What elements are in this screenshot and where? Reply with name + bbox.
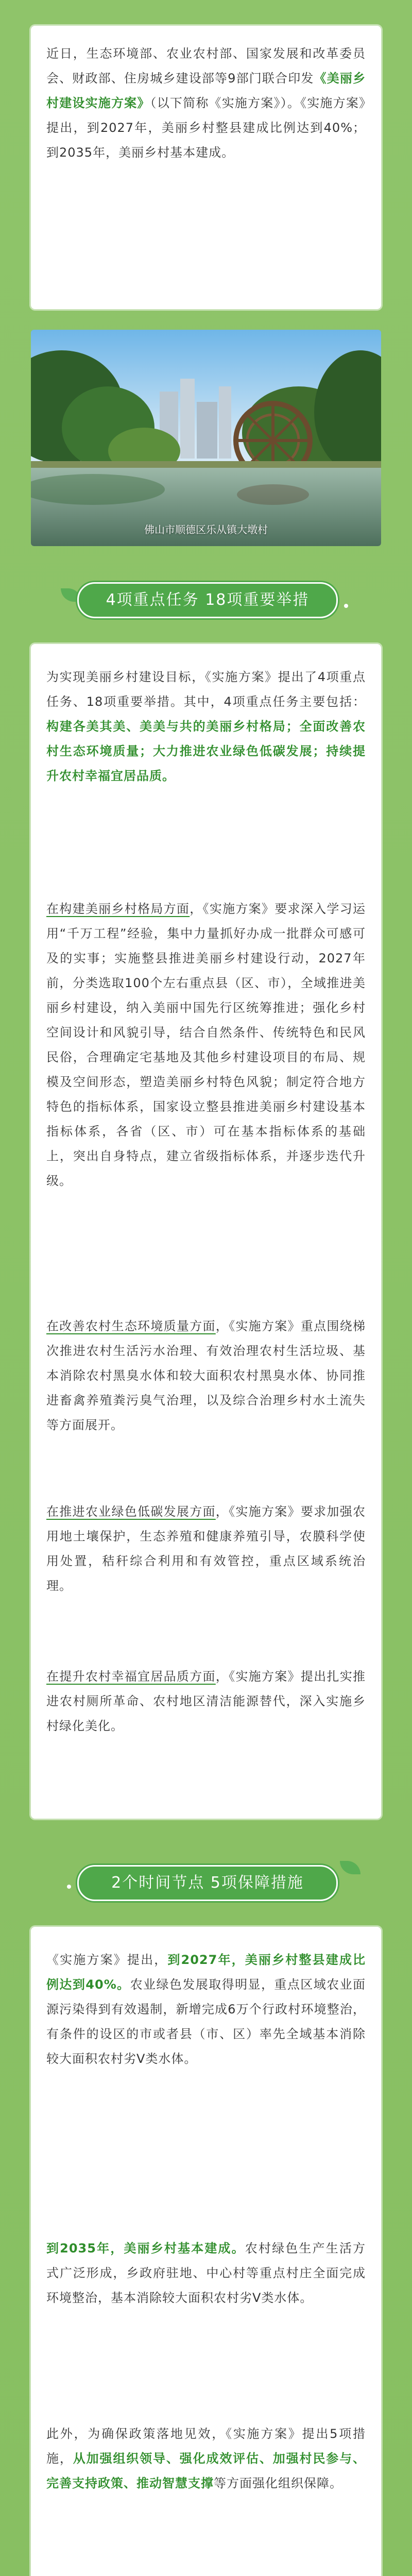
measures-intro: 此外，为确保政策落地见效，《实施方案》提出5项措施， bbox=[46, 2427, 366, 2466]
section2-paragraph-measures bbox=[46, 2421, 366, 2496]
section1-paragraph-environment bbox=[46, 1314, 366, 1437]
section1-card bbox=[31, 644, 381, 1819]
section1-paragraph-tasks bbox=[46, 665, 366, 788]
section1-paragraph-livability bbox=[46, 1664, 366, 1738]
village-photo bbox=[31, 330, 381, 546]
environment-text: ，《实施方案》重点围绕梯次推进农村生活污水治理、有效治理农村生活垃圾、基本消除农村黑臭水体和较大面积农村黑臭水体、协同推进畜禽养殖粪污臭气治理，以及综合治理乡村水土流失等方面展开。 bbox=[46, 1319, 366, 1432]
layout-text: ，《实施方案》要求深入学习运用“千万工程”经验，集中力量抓好办成一批群众可感可及的实事；实施整县推进美丽乡村建设行动，2027年前，分类选取100个左右重点县（区、市），全域推进美丽乡村建设，纳入美丽中国先行区统筹推进；强化乡村空间设计和风貌引导，结合自然条件、传统特色和民风民俗，合理确定宅基地及其他乡村建设项目的布局、规模及空间形态，塑造美丽乡村特色风貌；制定符合地方特色的指标体系，国家设立整县推进美丽乡村建设基本指标体系，各省（区、市）可在基本指标体系的基础上，突出自身特点，建立省级指标体系，并逐步迭代升级。 bbox=[46, 902, 366, 1188]
goal-2027-highlight: 到2027年，美丽乡村整县建成比例达到40%。 bbox=[46, 1953, 366, 1992]
section1-paragraph-layout bbox=[46, 896, 366, 1193]
dot-decoration bbox=[344, 604, 348, 608]
measures-highlight: 从加强组织领导、强化成效评估、加强村民参与、完善支持政策、推动智慧支撑 bbox=[46, 2451, 366, 2490]
section2-paragraph-2035 bbox=[46, 2236, 366, 2310]
goal-2035-highlight: 到2035年，美丽乡村基本建成。 bbox=[46, 2241, 245, 2256]
livability-lead: 在提升农村幸福宜居品质方面 bbox=[46, 1669, 216, 1684]
section1-badge: 4项重点任务 18项重要举措 bbox=[77, 582, 338, 618]
goal-2035-text: 农村绿色生产生活方式广泛形成，乡政府驻地、中心村等重点村庄全面完成环境整治，基本消除较大面积农村劣V类水体。 bbox=[46, 2241, 366, 2305]
tasks-intro-text: 为实现美丽乡村建设目标，《实施方案》提出了4项重点任务、18项重要举措。其中，4项重点任务主要包括： bbox=[46, 670, 366, 709]
intro-card bbox=[31, 26, 381, 309]
layout-lead: 在构建美丽乡村格局方面 bbox=[46, 902, 190, 916]
dot-decoration bbox=[67, 1885, 71, 1889]
agriculture-text: ，《实施方案》要求加强农用地土壤保护，生态养殖和健康养殖引导，农膜科学使用处置，秸秆综合利用和有效管控，重点区域系统治理。 bbox=[46, 1504, 366, 1593]
intro-text-rest: （以下简称《实施方案》）。《实施方案》提出，到2027年，美丽乡村整县建成比例达到40%；到2035年，美丽乡村基本建成。 bbox=[46, 96, 366, 160]
environment-lead: 在改善农村生态环境质量方面 bbox=[46, 1319, 216, 1333]
goal-2027-text: 农业绿色发展取得明显，重点区域农业面源污染得到有效遏制，新增完成6万个行政村环境整治，有条件的设区的市或者县（市、区）率先全域基本消除较大面积农村劣V类水体。 bbox=[46, 1977, 366, 2066]
leaf-decoration bbox=[340, 1861, 360, 1874]
section2-paragraph-2027 bbox=[46, 1947, 366, 2071]
village-photo-image bbox=[31, 330, 381, 546]
section1-paragraph-agriculture bbox=[46, 1499, 366, 1598]
section2-badge: 2个时间节点 5项保障措施 bbox=[77, 1865, 338, 1901]
tasks-highlight: 构建各美其美、美美与共的美丽乡村格局；全面改善农村生态环境质量；大力推进农业绿色低碳发展；持续提升农村幸福宜居品质。 bbox=[46, 719, 366, 783]
section2-card bbox=[31, 1927, 381, 2576]
photo-caption: 佛山市顺德区乐从镇大墩村 bbox=[144, 523, 268, 536]
agriculture-lead: 在推进农业绿色低碳发展方面 bbox=[46, 1504, 216, 1519]
intro-paragraph bbox=[46, 41, 366, 165]
intro-text: 近日，生态环境部、农业农村部、国家发展和改革委员会、财政部、住房城乡建设部等9部门联合印发 bbox=[46, 46, 366, 86]
plan-name: 《美丽乡村建设实施方案》 bbox=[46, 71, 366, 110]
livability-text: ，《实施方案》提出扎实推进农村厕所革命、农村地区清洁能源替代，深入实施乡村绿化美化。 bbox=[46, 1669, 366, 1733]
measures-text: 等方面强化组织保障。 bbox=[214, 2476, 342, 2490]
goal-2027-intro: 《实施方案》提出， bbox=[46, 1953, 168, 1967]
